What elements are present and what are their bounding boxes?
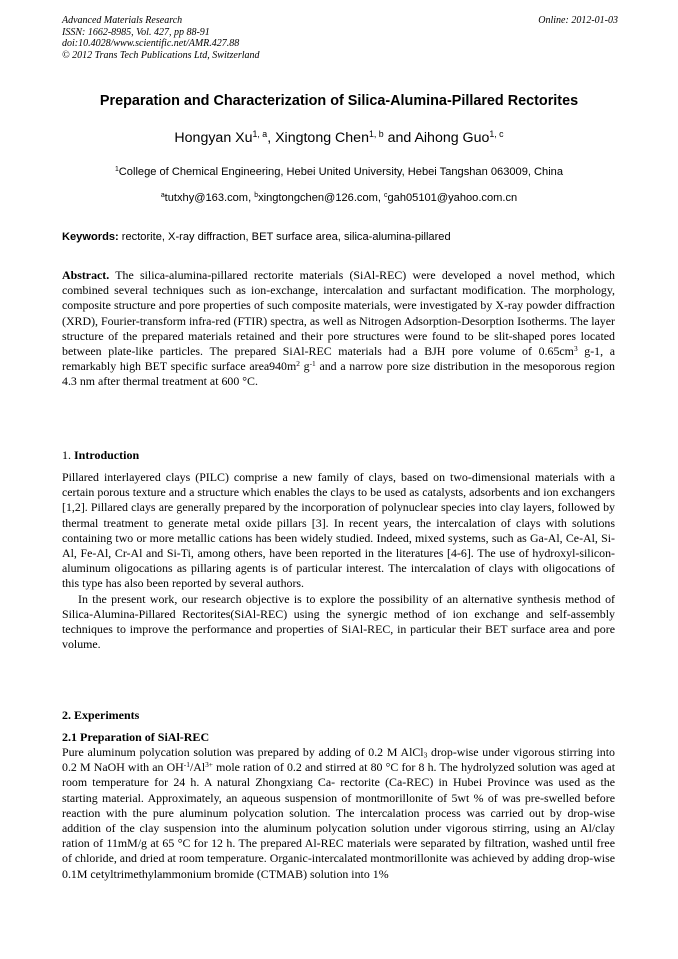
abstract [62,268,615,390]
journal-info [62,15,618,61]
paragraph-text: drop-wise under vigorous stirring into 0.2 M NaOH with an OH [62,745,615,775]
journal-issn: ISSN: 1662-8985, Vol. 427, pp 88-91 [62,26,210,38]
author-separator: , [267,130,276,146]
author-emails [40,192,638,204]
introduction-body [62,470,615,652]
paragraph-text: Pure aluminum polycation solution was prepared by adding of 0.2 M AlCl [62,745,424,759]
affiliation-mark: 1 [114,166,119,174]
author-name: Hongyan Xu [174,130,253,146]
abstract-superscript: 2 [296,359,300,369]
author-list [40,130,638,146]
paragraph-text: /Al [189,760,206,775]
superscript: -1 [183,760,190,770]
preparation-body [62,745,615,882]
paragraph: In the present work, our research objective is to explore the possibility of an alternative synthesis method of Silica-Alumina-Pillared Rectorites(SiAl-REC) using the synergic method of ion exchange and self-assembly techniques to improve the performance and properties of SiAl-REC, in particular their BET surface area and pore volume. [62,591,615,652]
abstract-label: Abstract. [62,268,110,282]
subsection-heading-preparation: 2.1 Preparation of SiAl-REC [62,730,210,744]
paragraph-text: mole ration of 0.2 and stirred at 80 °C for 8 h. The hydrolyzed solution was aged at room temperature for 24 h. A natural Zhongxiang Ca- rectorite (Ca-REC) in Hubei Province was used as the starting material. Approximately, an aqueous suspension of montmorillonite of 5wt % of was pre-swelled before reaction with the pure aluminum polycation solution. The intercalation process was carried out by drop-wise addition of the clay suspension into the aluminum polycation solution under vigorous stirring, using an Al/clay ration of 11mM/g at 65 °C for 12 h. The prepared Al-REC materials were separated by filtration, washed until free of chloride, and dried at room temperature. Organic-intercalated montmorillonite was achieved by adding drop-wise 0.1M cetyltrimethylammonium bromide (CTMAB) solution into 1% [62,760,616,881]
keywords [62,231,618,243]
abstract-text: g [299,359,310,374]
running-header [62,15,618,61]
author-mark: 1, c [489,129,504,140]
author-conjunction: and [383,130,415,146]
keywords-text: rectorite, X-ray diffraction, BET surface area, silica-alumina-pillared [118,231,451,243]
keywords-label: Keywords: [62,231,119,243]
journal-doi: doi:10.4028/www.scientific.net/AMR.427.88 [62,38,240,49]
journal-copyright: © 2012 Trans Tech Publications Ltd, Switzerland [62,49,260,61]
email-address[interactable]: tutxhy@163.com [164,192,249,204]
email-address[interactable]: xingtongchen@126.com [258,192,378,204]
section-heading-introduction [62,448,139,463]
email-mark: b [254,192,259,200]
abstract-text: The silica-alumina-pillared rectorite materials (SiAl-REC) were developed a novel method, which combined several techniques such as ion-exchange, intercalation and surfactant modification. The morphology, composite structure and pore properties of such composite materials, were investigated by X-ray powder diffraction (XRD), Fourier-transform infra-red (FTIR) spectra, as well as Nitrogen Adsorption-Desorption Isotherms. The layer structure of the prepared materials retained and their pore structures were found to be slit-shaped pores located between plate-like particles. The prepared SiAl-REC materials had a BJH pore volume of 0.65cm [62,268,615,359]
section-heading-experiments: 2. Experiments [62,708,140,722]
online-date: Online: 2012-01-03 [538,15,618,26]
email-separator: , [377,192,385,204]
email-address[interactable]: gah05101@yahoo.com.cn [387,192,518,204]
section-title: Introduction [74,448,140,462]
email-mark: a [160,192,165,200]
section-number: 1. [62,448,74,462]
abstract-text: and a narrow pore size distribution in the mesoporous region 4.3 nm after thermal treatment at 600 °C. [62,359,616,389]
author-name: Aihong Guo [414,130,490,146]
paper-title: Preparation and Characterization of Silica-Alumina-Pillared Rectorites [99,93,579,109]
author-mark: 1, a [252,129,268,140]
author-mark: 1, b [368,129,384,140]
abstract-superscript: -1 [309,359,316,369]
subscript: 3 [423,750,428,760]
affiliation [40,166,638,178]
abstract-superscript: 3 [573,343,578,353]
email-mark: c [384,192,388,200]
author-name: Xingtong Chen [275,130,369,146]
affiliation-text: College of Chemical Engineering, Hebei United University, Hebei Tangshan 063009, China [118,166,564,178]
paragraph: Pillared interlayered clays (PILC) comprise a new family of clays, based on two-dimensional materials with a certain porous texture and a structure which enables the clays to be used as catalysts, adsorbents and ion exchangers [1,2]. Pillared clays are generally prepared by the incorporation of polynuclear species into clay layers, followed by thermal treatment to generate metal oxide pillars [3]. In recent years, the intercalation of clays with solutions containing two or more metallic cations has been widely studied. Indeed, mixed systems, such as Ga-Al, Ce-Al, Si-Al, Fe-Al, Cr-Al and Si-Ti, among others, have been reported in the literatures [4-6]. The use of hydroxyl-silicon-aluminum oligocations as pillaring agents is of particular interest. The intercalation of clays with oligocations of this type has also been reported by several authors. [62,470,615,591]
superscript: 3+ [205,760,213,770]
email-separator: , [248,192,255,204]
abstract-text: g-1, a remarkably high BET specific surface area940m [62,344,615,374]
journal-name: Advanced Materials Research [62,15,183,26]
